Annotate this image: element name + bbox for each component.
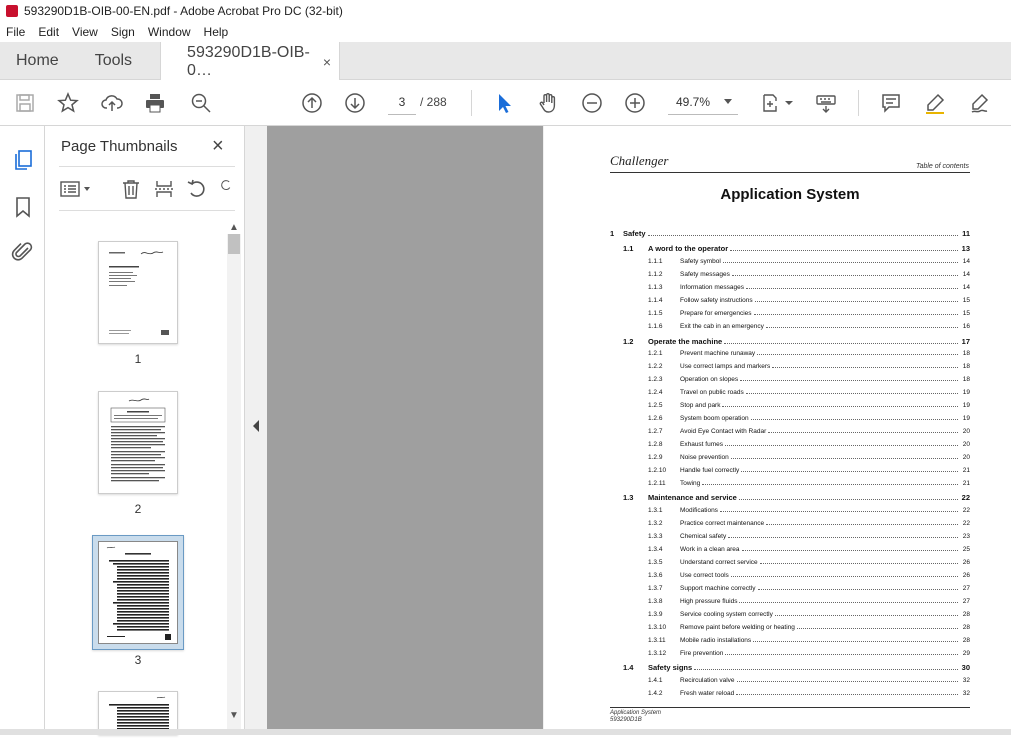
toc-entry-page: 11 [962, 229, 970, 238]
page-thumbnail-1[interactable] [98, 241, 178, 344]
toc-dot-leader [702, 480, 958, 485]
toc-entry-page: 21 [962, 480, 970, 487]
hand-tool-icon[interactable] [536, 91, 560, 115]
toc-entry-title: Towing [680, 480, 701, 487]
page-thumbnail-2[interactable] [98, 391, 178, 494]
toc-entry-page: 32 [962, 677, 970, 684]
toc-dot-leader [751, 415, 958, 420]
toc-entry-page: 18 [962, 350, 970, 357]
toc-entry[interactable] [610, 428, 970, 435]
toc-entry-page: 13 [961, 244, 970, 253]
window-title: 593290D1B-OIB-00-EN.pdf - Adobe Acrobat Pro DC (32-bit) [24, 4, 343, 18]
tab-document-label: 593290D1B-OIB-0… [187, 43, 310, 79]
toc-entry-number: 1.1.2 [648, 271, 663, 278]
toc-entry[interactable] [610, 244, 970, 253]
print-icon[interactable] [143, 91, 167, 115]
toc-entry[interactable] [610, 637, 970, 644]
toc-dot-leader [720, 507, 958, 512]
panel-divider [59, 166, 235, 167]
toc-dot-leader [736, 690, 958, 695]
toc-entry-title: Use correct tools [680, 572, 729, 579]
toc-dot-leader [724, 339, 958, 344]
toc-entry-number: 1.3.11 [648, 637, 666, 644]
sign-pen-icon[interactable] [968, 91, 992, 115]
toc-entry[interactable] [610, 690, 970, 697]
toc-entry-page: 28 [962, 624, 970, 631]
toc-entry-page: 14 [962, 258, 970, 265]
panel-divider [59, 210, 235, 211]
toc-entry-title: Fresh water reload [680, 690, 735, 697]
toc-entry[interactable] [610, 258, 970, 265]
toc-entry-page: 20 [962, 441, 970, 448]
toc-entry-number: 1.2.8 [648, 441, 663, 448]
toc-entry-page: 22 [962, 507, 970, 514]
toc-entry-page: 14 [962, 271, 970, 278]
bookmark-star-icon[interactable] [56, 91, 80, 115]
next-page-icon[interactable] [343, 91, 367, 115]
toc-entry-title: Prepare for emergencies [680, 310, 752, 317]
toc-entry-title: Fire prevention [680, 650, 724, 657]
toc-entry[interactable] [610, 572, 970, 579]
tab-home[interactable]: Home [16, 51, 59, 69]
toc-entry-page: 20 [962, 454, 970, 461]
toc-entry-number: 1.3.10 [648, 624, 667, 631]
select-cursor-icon[interactable] [492, 91, 516, 115]
highlight-pen-icon[interactable] [923, 91, 947, 115]
header-rule [610, 172, 970, 173]
scrollbar-thumb[interactable] [228, 234, 240, 254]
tab-bar [0, 42, 1011, 80]
toc-entry-title: Safety [623, 229, 646, 238]
toc-dot-leader [739, 598, 958, 603]
toc-entry-title: Work in a clean area [680, 546, 740, 553]
toc-entry-title: Safety signs [648, 663, 693, 672]
toc-entry-title: Exit the cab in an emergency [680, 323, 764, 330]
fit-page-icon[interactable] [760, 91, 784, 115]
toc-entry-title: Recirculation valve [680, 677, 735, 684]
toc-entry[interactable] [610, 297, 970, 304]
toc-entry-number: 1.3.6 [648, 572, 663, 579]
toc-entry-title: High pressure fluids [680, 598, 738, 605]
toc-entry[interactable] [610, 650, 970, 657]
menu-edit[interactable]: Edit [38, 25, 60, 39]
toc-dot-leader [754, 310, 958, 315]
challenger-logo: Challenger [610, 153, 669, 168]
footer-code: 593290D1B [610, 717, 642, 723]
toc-entry[interactable] [610, 376, 970, 383]
toc-entry-page: 19 [962, 415, 970, 422]
toc-entry-number: 1.3.7 [648, 585, 663, 592]
toc-entry-title: Prevent machine runaway [680, 350, 756, 357]
viewer-background [267, 126, 543, 735]
toc-entry-title: Service cooling system correctly [680, 611, 773, 618]
toc-dot-leader [775, 611, 958, 616]
toc-entry-number: 1.2 [623, 337, 634, 346]
toc-entry-page: 15 [962, 310, 970, 317]
toc-entry-title: Operate the machine [648, 337, 723, 346]
toc-entry[interactable] [610, 585, 970, 592]
acrobat-app-icon [6, 5, 18, 17]
toc-entry-page: 15 [962, 297, 970, 304]
toc-entry-title: Use correct lamps and markers [680, 363, 771, 370]
footer-rule [610, 707, 970, 708]
save-icon[interactable] [13, 91, 37, 115]
toc-dot-leader [746, 284, 958, 289]
page-number-input[interactable]: 3 [388, 90, 416, 115]
toc-entry-number: 1.3.9 [648, 611, 663, 618]
previous-page-icon[interactable] [300, 91, 324, 115]
toc-entry-title: Safety messages [680, 271, 730, 278]
toc-entry-page: 18 [962, 363, 970, 370]
toc-entry[interactable] [610, 441, 970, 448]
chevron-down-icon [724, 99, 732, 104]
document-title: Application System [720, 186, 860, 203]
panel-title: Page Thumbnails [61, 138, 178, 155]
toc-entry-number: 1.2.6 [648, 415, 663, 422]
toc-entry-title: Chemical safety [680, 533, 727, 540]
tab-tools[interactable]: Tools [94, 51, 133, 69]
toc-entry-title: Exhaust fumes [680, 441, 723, 448]
keyboard-scroll-icon[interactable] [814, 91, 838, 115]
toc-entry-number: 1.2.4 [648, 389, 663, 396]
toc-entry-page: 28 [962, 637, 970, 644]
toc-entry[interactable] [610, 454, 970, 461]
thumbnail-page-number: 1 [134, 352, 142, 366]
rotate-counterclockwise-icon[interactable] [186, 178, 208, 200]
toc-entry[interactable] [610, 493, 970, 502]
toc-entry-page: 21 [962, 467, 970, 474]
toc-entry-page: 26 [962, 572, 970, 579]
toc-dot-leader [741, 467, 958, 472]
window-titlebar [0, 0, 1011, 22]
menu-sign[interactable]: Sign [110, 25, 135, 39]
toc-entry[interactable] [610, 229, 970, 238]
toc-dot-leader [753, 637, 958, 642]
zoom-level-value: 49.7% [676, 95, 711, 109]
tab-document[interactable] [160, 42, 340, 81]
toc-dot-leader [757, 350, 958, 355]
toc-entry-title: Avoid Eye Contact with Radar [680, 428, 767, 435]
toc-entry-title: Practice correct maintenance [680, 520, 765, 527]
toc-entry-number: 1.1.6 [648, 323, 663, 330]
delete-trash-icon[interactable] [120, 178, 142, 200]
extract-pages-icon[interactable] [153, 178, 175, 200]
toc-entry-title: A word to the operator [648, 244, 729, 253]
toc-entry-page: 29 [962, 650, 970, 657]
menu-bar [0, 22, 1011, 42]
toc-dot-leader [797, 624, 958, 629]
fit-options-dropdown-icon[interactable] [784, 91, 794, 115]
toc-entry-title: Mobile radio installations [680, 637, 752, 644]
thumbnail-page-number: 2 [134, 502, 142, 516]
toc-entry-page: 32 [962, 690, 970, 697]
thumbnail-options-icon[interactable] [59, 178, 93, 200]
thumbnails-scrollbar[interactable] [227, 234, 241, 729]
toc-entry-number: 1.3 [623, 493, 634, 502]
toc-entry-page: 17 [961, 337, 970, 346]
toc-entry-number: 1.1.1 [648, 258, 663, 265]
toc-entry-page: 27 [962, 585, 970, 592]
toc-entry[interactable] [610, 415, 970, 422]
toc-entry-title: System boom operation [680, 415, 749, 422]
toc-entry-number: 1.1.5 [648, 310, 663, 317]
toc-entry-number: 1.3.3 [648, 533, 663, 540]
status-strip [0, 729, 1011, 735]
toc-entry-page: 19 [962, 402, 970, 409]
toc-entry[interactable] [610, 546, 970, 553]
toc-entry-page: 19 [962, 389, 970, 396]
toc-entry[interactable] [610, 520, 970, 527]
toc-entry[interactable] [610, 310, 970, 317]
toc-entry-number: 1.2.11 [648, 480, 666, 487]
toc-entry-number: 1.1.3 [648, 284, 663, 291]
thumbnail-page-number: 3 [134, 653, 142, 667]
menu-file[interactable]: File [6, 25, 26, 39]
toc-entry-page: 22 [962, 520, 970, 527]
toc-entry[interactable] [610, 350, 970, 357]
toc-entry-number: 1.2.2 [648, 363, 663, 370]
toc-entry-title: Follow safety instructions [680, 297, 753, 304]
toc-entry[interactable] [610, 507, 970, 514]
page-thumbnails-icon[interactable] [11, 148, 35, 172]
toc-entry-page: 23 [962, 533, 970, 540]
toc-entry-title: Understand correct service [680, 559, 758, 566]
toc-entry-title: Information messages [680, 284, 744, 291]
page-header-label: Table of contents [915, 163, 969, 170]
navigation-pane-strip [0, 126, 45, 735]
toc-dot-leader [731, 454, 958, 459]
close-icon[interactable]: × [212, 135, 224, 157]
toc-entry-title: Support machine correctly [680, 585, 756, 592]
upload-cloud-icon[interactable] [100, 91, 124, 115]
toc-entry-page: 30 [961, 663, 970, 672]
toc-entry-number: 1.1 [623, 244, 634, 253]
toc-entry-title: Modifications [680, 507, 718, 514]
toc-dot-leader [723, 258, 958, 263]
toc-dot-leader [728, 533, 958, 538]
toc-dot-leader [722, 402, 958, 407]
toc-entry-number: 1.3.4 [648, 546, 663, 553]
toc-entry-page: 28 [962, 611, 970, 618]
toc-dot-leader [648, 231, 958, 236]
footer-title: Application System [610, 710, 662, 716]
toc-entry-number: 1.4 [623, 663, 634, 672]
toc-dot-leader [742, 546, 959, 551]
toc-dot-leader [732, 271, 958, 276]
toc-entry-title: Remove paint before welding or heating [680, 624, 795, 631]
toc-entry[interactable] [610, 363, 970, 370]
toc-entry[interactable] [610, 624, 970, 631]
toc-entry-number: 1.2.5 [648, 402, 663, 409]
toc-entry-title: Handle fuel correctly [680, 467, 740, 474]
page-total: / 288 [420, 95, 447, 109]
toc-dot-leader [739, 495, 958, 500]
toc-entry[interactable] [610, 677, 970, 684]
toc-entry-page: 25 [962, 546, 970, 553]
toc-entry-page: 16 [962, 323, 970, 330]
toc-entry-number: 1.2.3 [648, 376, 663, 383]
toc-dot-leader [737, 677, 958, 682]
bookmarks-icon[interactable] [11, 195, 35, 219]
zoom-search-icon[interactable] [189, 91, 213, 115]
toc-entry-number: 1.4.1 [648, 677, 663, 684]
toc-entry-page: 20 [962, 428, 970, 435]
toc-dot-leader [772, 363, 958, 368]
toc-entry[interactable] [610, 533, 970, 540]
toc-dot-leader [725, 441, 958, 446]
toc-entry-number: 1.3.12 [648, 650, 667, 657]
toc-entry-page: 27 [962, 598, 970, 605]
toc-entry-title: Noise prevention [680, 454, 729, 461]
scroll-down-arrow-icon[interactable]: ▼ [229, 710, 239, 721]
toc-entry-title: Operation on slopes [680, 376, 739, 383]
scroll-up-arrow-icon[interactable]: ▲ [229, 222, 239, 233]
menu-view[interactable]: View [72, 25, 98, 39]
toc-entry-number: 1.3.2 [648, 520, 663, 527]
rotate-clockwise-icon[interactable] [219, 178, 233, 200]
toc-entry-page: 18 [962, 376, 970, 383]
toc-dot-leader [760, 559, 958, 564]
toc-entry[interactable] [610, 611, 970, 618]
toc-entry[interactable] [610, 467, 970, 474]
toolbar-divider [471, 90, 472, 116]
toc-entry-number: 1.2.9 [648, 454, 663, 461]
main-toolbar [0, 80, 1011, 126]
zoom-out-icon[interactable] [580, 91, 604, 115]
toc-dot-leader [766, 323, 958, 328]
page-thumbnail-3-selected[interactable] [92, 535, 184, 650]
toc-entry[interactable] [610, 598, 970, 605]
toc-entry[interactable] [610, 389, 970, 396]
toc-entry[interactable] [610, 271, 970, 278]
toc-dot-leader [730, 246, 958, 251]
toc-entry[interactable] [610, 663, 970, 672]
toc-entry[interactable] [610, 559, 970, 566]
toc-entry[interactable] [610, 480, 970, 487]
toc-dot-leader [731, 572, 958, 577]
toc-entry-number: 1.3.1 [648, 507, 663, 514]
toc-entry-number: 1.3.5 [648, 559, 663, 566]
pdf-page [544, 126, 1011, 735]
toc-entry[interactable] [610, 323, 970, 330]
menu-help[interactable]: Help [203, 25, 229, 39]
toc-dot-leader [694, 665, 958, 670]
zoom-level-select[interactable] [668, 90, 738, 115]
toc-dot-leader [755, 297, 958, 302]
toc-entry-number: 1.2.1 [648, 350, 663, 357]
toc-entry-number: 1.4.2 [648, 690, 663, 697]
tab-close-icon[interactable]: × [322, 53, 332, 70]
toc-entry[interactable] [610, 284, 970, 291]
menu-window[interactable]: Window [147, 25, 191, 39]
toc-entry-number: 1.2.10 [648, 467, 667, 474]
toc-dot-leader [740, 376, 958, 381]
toc-entry-number: 1.3.8 [648, 598, 663, 605]
toc-entry-title: Safety symbol [680, 258, 721, 265]
toc-entry-page: 26 [962, 559, 970, 566]
toc-entry[interactable] [610, 337, 970, 346]
toc-dot-leader [766, 520, 958, 525]
toc-entry-page: 14 [962, 284, 970, 291]
toc-entry-number: 1.1.4 [648, 297, 663, 304]
toolbar-divider [858, 90, 859, 116]
comment-icon[interactable] [879, 91, 903, 115]
toc-entry-title: Stop and park [680, 402, 721, 409]
toc-entry-title: Maintenance and service [648, 493, 737, 502]
attachments-paperclip-icon[interactable] [11, 240, 35, 264]
toc-entry-title: Travel on public roads [680, 389, 744, 396]
toc-dot-leader [746, 389, 958, 394]
toc-dot-leader [758, 585, 958, 590]
toc-entry-number: 1.2.7 [648, 428, 663, 435]
toc-dot-leader [768, 428, 958, 433]
zoom-in-icon[interactable] [623, 91, 647, 115]
toc-entry-page: 22 [961, 493, 970, 502]
toc-entry[interactable] [610, 402, 970, 409]
toc-dot-leader [725, 650, 958, 655]
collapse-panel-arrow-icon[interactable] [253, 420, 259, 432]
page-thumbnails-panel [45, 126, 245, 735]
toc-entry-number: 1 [610, 229, 615, 238]
